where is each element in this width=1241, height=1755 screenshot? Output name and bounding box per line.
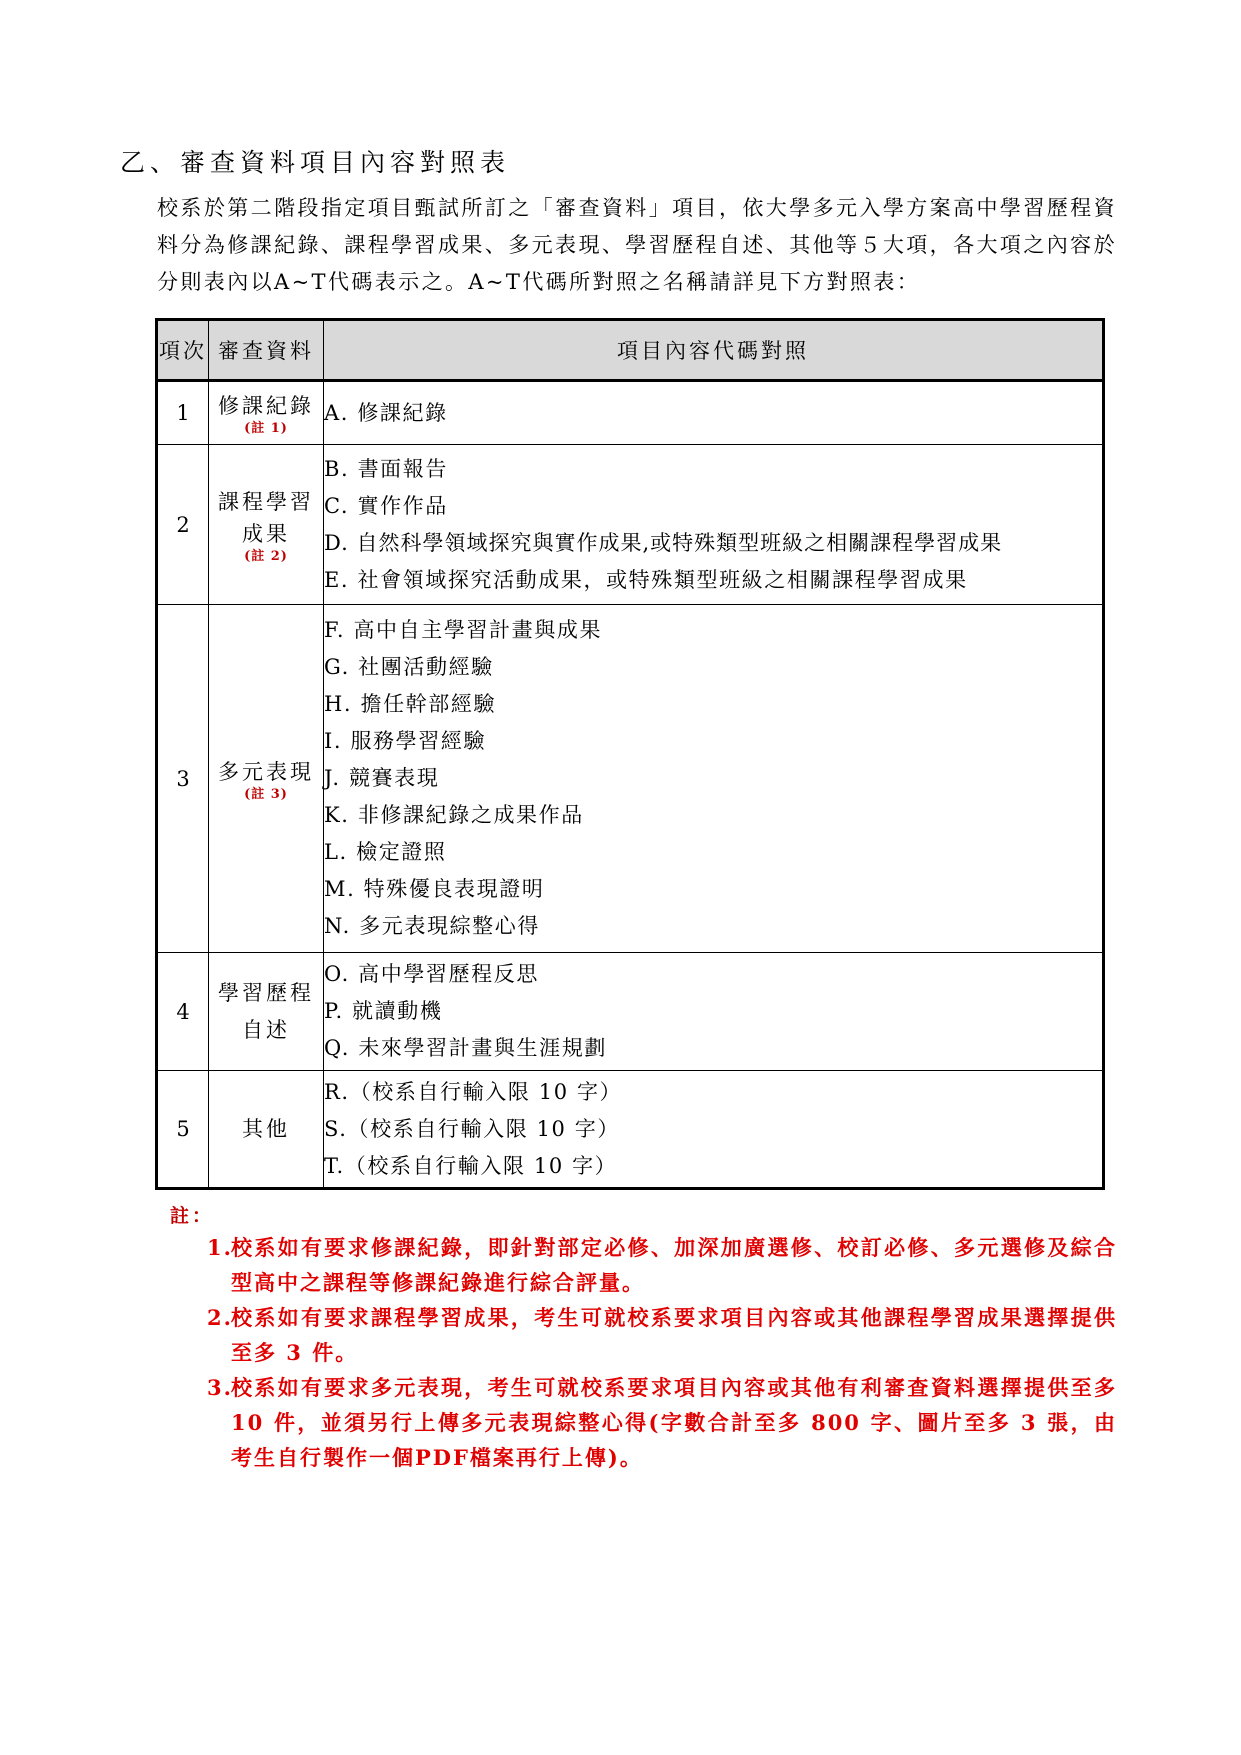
note-text: 校系如有要求課程學習成果，考生可就校系要求項目內容或其他課程學習成果選擇提供至多 3 件。 [231, 1305, 1117, 1365]
list-item: M. 特殊優良表現證明 [324, 877, 545, 901]
table-row [157, 1071, 1104, 1189]
row-category [209, 953, 324, 1071]
row-items [324, 605, 1104, 953]
category-label: 其他 [242, 1117, 290, 1141]
list-item: E. 社會領域探究活動成果，或特殊類型班級之相關課程學習成果 [324, 567, 968, 592]
note-text: 校系如有要求修課紀錄，即針對部定必修、加深加廣選修、校訂必修、多元選修及綜合型高中之課程等修課紀錄進行綜合評量。 [231, 1235, 1117, 1295]
row-num: 4 [157, 953, 209, 1071]
list-item: K. 非修課紀錄之成果作品 [324, 803, 584, 827]
list-item: A. 修課紀錄 [324, 400, 448, 425]
row-num: 5 [157, 1071, 209, 1189]
list-item: G. 社團活動經驗 [324, 655, 494, 679]
row-items [324, 445, 1104, 605]
list-item: T.（校系自行輸入限 10 字） [324, 1153, 618, 1178]
row-items [324, 1071, 1104, 1189]
list-item: P. 就讀動機 [324, 999, 443, 1023]
row-category [209, 1071, 324, 1189]
list-item: H. 擔任幹部經驗 [324, 692, 497, 716]
header-num: 項次 [157, 320, 209, 381]
row-num: 1 [157, 381, 209, 445]
note-item [207, 1230, 1117, 1300]
row-num: 3 [157, 605, 209, 953]
row-items [324, 381, 1104, 445]
note-item [207, 1300, 1117, 1370]
list-item: R.（校系自行輸入限 10 字） [324, 1079, 623, 1104]
list-item: F. 高中自主學習計畫與成果 [324, 618, 603, 642]
list-item: N. 多元表現綜整心得 [324, 914, 540, 938]
row-category [209, 381, 324, 445]
row-category [209, 605, 324, 953]
list-item: B. 書面報告 [324, 456, 448, 481]
note-ref: (註 3) [244, 786, 288, 802]
list-item: L. 檢定證照 [324, 840, 447, 864]
code-mapping-table [155, 318, 1105, 1190]
intro-paragraph: 校系於第二階段指定項目甄試所訂之「審查資料」項目，依大學多元入學方案高中學習歷程資料分為修課紀錄、課程學習成果、多元表現、學習歷程自述、其他等５大項，各大項之內容於分則表內以A~T代碼表示之。A~T代碼所對照之名稱請詳見下方對照表： [157, 196, 1117, 294]
notes-list [207, 1230, 1117, 1475]
list-item: O. 高中學習歷程反思 [324, 962, 539, 986]
list-item: D. 自然科學領域探究與實作成果,或特殊類型班級之相關課程學習成果 [324, 530, 1003, 555]
note-ref: (註 2) [244, 548, 288, 564]
note-index: 3. [207, 1375, 233, 1400]
header-codes: 項目內容代碼對照 [324, 320, 1104, 381]
list-item: I. 服務學習經驗 [324, 729, 487, 753]
notes-label: 註： [170, 1205, 215, 1227]
table-row [157, 381, 1104, 445]
note-index: 2. [207, 1305, 233, 1330]
row-items [324, 953, 1104, 1071]
category-label: 修課紀錄 [218, 394, 314, 418]
row-num: 2 [157, 445, 209, 605]
list-item: Q. 未來學習計畫與生涯規劃 [324, 1036, 607, 1060]
category-label: 課程學習成果 [218, 489, 314, 546]
header-category: 審查資料 [209, 320, 324, 381]
section-heading: 乙、審查資料項目內容對照表 [120, 148, 511, 177]
row-category [209, 445, 324, 605]
table-header-row [157, 320, 1104, 381]
note-index: 1. [207, 1235, 233, 1260]
table-row [157, 445, 1104, 605]
note-ref: (註 1) [244, 421, 288, 436]
category-label: 學習歷程自述 [218, 980, 314, 1042]
note-text: 校系如有要求多元表現，考生可就校系要求項目內容或其他有利審查資料選擇提供至多 10 件，並須另行上傳多元表現綜整心得(字數合計至多 800 字、圖片至多 3 張，由考生自行製作一個PDF檔案再行上傳)。 [231, 1375, 1117, 1470]
note-item [207, 1370, 1117, 1475]
list-item: J. 競賽表現 [324, 766, 440, 790]
table-row [157, 953, 1104, 1071]
category-label: 多元表現 [218, 759, 314, 784]
list-item: S.（校系自行輸入限 10 字） [324, 1116, 620, 1141]
table-row [157, 605, 1104, 953]
list-item: C. 實作作品 [324, 493, 448, 518]
